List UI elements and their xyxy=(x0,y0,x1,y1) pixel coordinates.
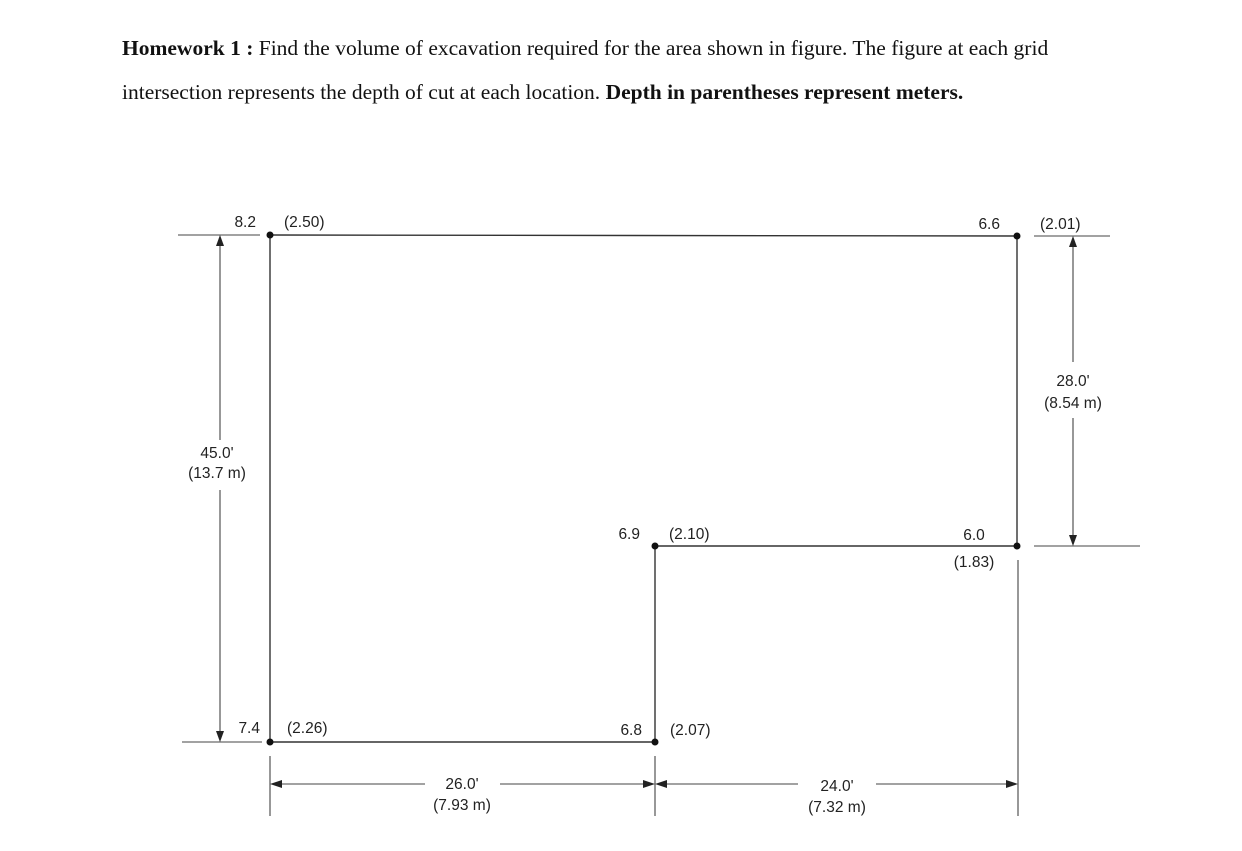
arrow-bl-left xyxy=(270,780,282,788)
problem-note: Depth in parentheses represent meters. xyxy=(605,80,964,104)
depth-bottom-center-m: (2.07) xyxy=(670,722,711,739)
problem-heading: Homework 1 : xyxy=(122,36,254,60)
arrow-left-top xyxy=(216,235,224,246)
dim-bottom-left-ft: 26.0' xyxy=(445,776,479,793)
point-top-right xyxy=(1014,233,1021,240)
dim-bottom-right-ft: 24.0' xyxy=(820,778,854,795)
arrow-br-left xyxy=(655,780,667,788)
arrow-right-top xyxy=(1069,236,1077,247)
depth-top-left-m: (2.50) xyxy=(284,214,325,231)
dim-left-m: (13.7 m) xyxy=(188,465,246,482)
dim-bottom-right-m: (7.32 m) xyxy=(808,799,866,816)
point-bottom-center xyxy=(652,739,659,746)
point-mid-center xyxy=(652,543,659,550)
depth-mid-right-ft: 6.0 xyxy=(963,527,985,544)
depth-mid-center-m: (2.10) xyxy=(669,526,710,543)
depth-mid-center-ft: 6.9 xyxy=(618,526,640,543)
depth-bottom-left-ft: 7.4 xyxy=(238,720,260,737)
problem-text: Find the volume of excavation required for the area shown in figure. The figure at each grid intersection represents the depth of cut at each location. xyxy=(122,36,1049,104)
depth-top-right-m: (2.01) xyxy=(1040,216,1081,233)
depth-bottom-left-m: (2.26) xyxy=(287,720,328,737)
point-top-left xyxy=(267,232,274,239)
dim-right-ft: 28.0' xyxy=(1056,373,1090,390)
depth-mid-right-m: (1.83) xyxy=(953,554,995,571)
depth-bottom-center-ft: 6.8 xyxy=(620,722,642,739)
arrow-left-bottom xyxy=(216,731,224,742)
point-bottom-left xyxy=(267,739,274,746)
arrow-br-right xyxy=(1006,780,1018,788)
depth-top-left-ft: 8.2 xyxy=(234,214,256,231)
dim-bottom-left-m: (7.93 m) xyxy=(433,797,491,814)
dim-left-ft: 45.0' xyxy=(200,445,234,462)
arrow-right-bottom xyxy=(1069,535,1077,546)
dim-right-m: (8.54 m) xyxy=(1044,395,1102,412)
edge-top xyxy=(270,235,1017,236)
arrow-bl-right xyxy=(643,780,655,788)
depth-top-right-ft: 6.6 xyxy=(978,216,1000,233)
point-mid-right xyxy=(1014,543,1021,550)
